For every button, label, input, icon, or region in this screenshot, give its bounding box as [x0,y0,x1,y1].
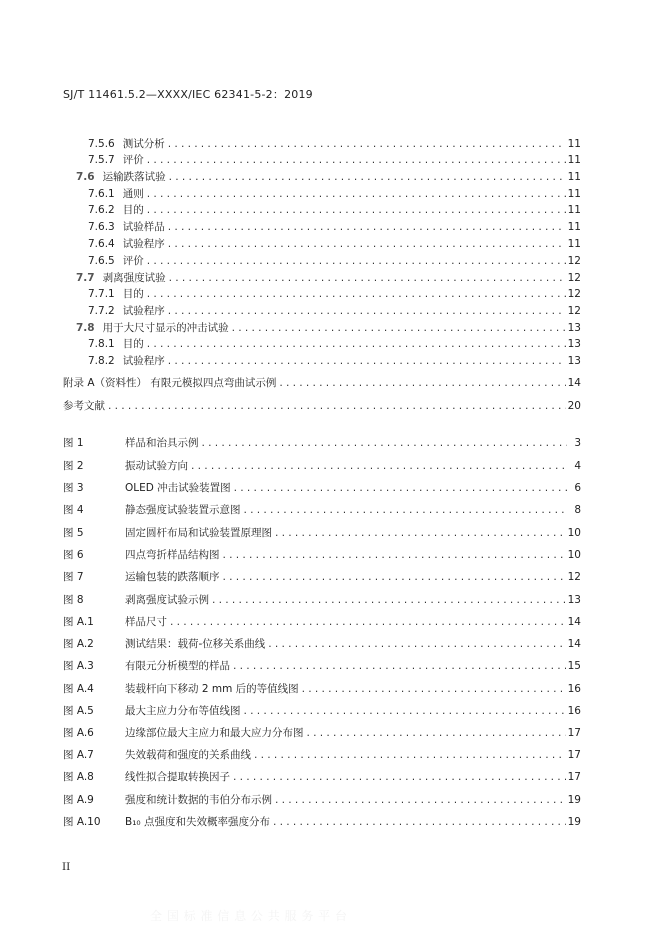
figure-number: 图 A.1 [63,616,94,628]
toc-leader-dots [167,355,566,369]
watermark-text: 全 国 标 准 信 息 公 共 服 务 平 台 [150,909,348,923]
toc-entry-title: 评价 [122,255,144,267]
figure-title: 装载杆向下移动 2 mm 后的等值线图 [125,683,299,695]
toc-entry-title: 剥离强度试验 [102,272,166,284]
figure-entry[interactable] [63,503,581,518]
toc-entry-number: 7.7.1 [88,288,115,300]
toc-entry[interactable] [88,153,581,168]
toc-entry[interactable] [88,254,581,269]
figure-number: 图 A.9 [63,794,94,806]
toc-entry-number: 7.6.5 [88,255,115,267]
figure-page: 16 [567,683,581,695]
toc-leader-dots [167,305,566,319]
figure-page: 3 [574,437,581,449]
toc-leader-dots [190,460,567,474]
toc-entry-page: 11 [567,238,581,250]
toc-leader-dots [146,204,566,218]
toc-entry-title: 评价 [122,154,144,166]
toc-leader-dots [146,255,566,269]
toc-leader-dots [146,154,566,168]
toc-entry-title: 附录 A（资料性） 有限元模拟四点弯曲试示例 [63,377,277,389]
toc-leader-dots [306,727,566,741]
figure-number: 图 A.7 [63,749,94,761]
figure-number: 图 6 [63,549,84,561]
figure-number: 图 A.2 [63,638,94,650]
figure-page: 10 [567,527,581,539]
toc-leader-dots [274,527,566,541]
toc-leader-dots [267,638,565,652]
toc-leader-dots [274,794,566,808]
toc-entry-page: 12 [567,272,581,284]
toc-entry-title: 试验程序 [122,238,165,250]
figure-number: 图 4 [63,504,84,516]
toc-entry[interactable] [76,321,581,336]
figure-number: 图 A.5 [63,705,94,717]
figure-page: 15 [567,660,581,672]
figure-entry[interactable] [63,770,581,785]
toc-entry-title: 目的 [122,204,144,216]
toc-entry-page: 13 [567,355,581,367]
toc-entry-title: 试验程序 [122,355,165,367]
figure-title: 边缘部位最大主应力和最大应力分布图 [125,727,304,739]
figure-entry[interactable] [63,704,581,719]
toc-entry[interactable] [88,337,581,352]
figure-page: 16 [567,705,581,717]
figure-number: 图 A.3 [63,660,94,672]
figure-entry[interactable] [63,793,581,808]
figure-title: 静态强度试验装置示意图 [125,504,241,516]
toc-entry[interactable] [88,237,581,252]
figure-title: 样品尺寸 [125,616,167,628]
standard-code-header: SJ/T 11461.5.2—XXXX/IEC 62341-5-2：2019 [63,88,313,101]
toc-entry-page: 11 [567,138,581,150]
figure-page: 19 [567,816,581,828]
toc-entry-number: 7.8.1 [88,338,115,350]
toc-entry-title: 参考文献 [63,400,105,412]
toc-entry[interactable] [88,187,581,202]
toc-entry-number: 7.6.1 [88,188,115,200]
toc-entry-page: 12 [567,305,581,317]
toc-entry-number: 7.8 [76,322,95,334]
toc-entry-page: 11 [567,171,581,183]
toc-entry-page: 12 [567,288,581,300]
figure-title: 测试结果：载荷-位移关系曲线 [125,638,266,650]
toc-leader-dots [301,683,566,697]
figure-title: 线性拟合提取转换因子 [125,771,230,783]
toc-leader-dots [243,705,566,719]
toc-leader-dots [222,549,566,563]
toc-entry-page: 11 [567,188,581,200]
toc-leader-dots [168,171,566,185]
toc-leader-dots [253,749,566,763]
toc-leader-dots [201,437,568,451]
toc-leader-dots [167,221,566,235]
toc-entry-page: 11 [567,221,581,233]
figure-entry[interactable] [63,815,581,830]
toc-entry-page: 20 [567,400,581,412]
figure-page: 14 [567,616,581,628]
figure-entry[interactable] [63,726,581,741]
figure-entry[interactable] [63,570,581,585]
toc-leader-dots [146,288,566,302]
toc-entry[interactable] [76,170,581,185]
figure-entry[interactable] [63,637,581,652]
figure-page: 13 [567,594,581,606]
toc-leader-dots [168,272,566,286]
toc-leader-dots [243,504,568,518]
figure-number: 图 3 [63,482,84,494]
toc-entry[interactable] [88,287,581,302]
toc-entry-page: 13 [567,338,581,350]
toc-leader-dots [278,377,565,391]
toc-leader-dots [146,188,566,202]
figure-title: 四点弯折样品结构图 [125,549,220,561]
toc-entry-page: 14 [567,377,581,389]
figure-page: 19 [567,794,581,806]
toc-leader-dots [167,238,566,252]
toc-entry-title: 通则 [122,188,144,200]
figure-page: 8 [574,504,581,516]
toc-entry[interactable] [88,220,581,235]
toc-entry-title: 目的 [122,338,144,350]
toc-leader-dots [222,571,566,585]
figure-number: 图 8 [63,594,84,606]
figure-page: 17 [567,727,581,739]
figure-page: 10 [567,549,581,561]
figure-entry[interactable] [63,659,581,674]
toc-entry-title: 试验程序 [122,305,165,317]
figure-entry[interactable] [63,526,581,541]
toc-entry-number: 7.7 [76,272,95,284]
toc-leader-dots [169,616,566,630]
figure-page: 17 [567,771,581,783]
figure-number: 图 7 [63,571,84,583]
toc-entry[interactable] [88,137,581,152]
toc-entry-number: 7.5.7 [88,154,115,166]
figure-number: 图 A.10 [63,816,101,828]
figure-number: 图 A.8 [63,771,94,783]
figure-title: 失效载荷和强度的关系曲线 [125,749,251,761]
figure-title: B₁₀ 点强度和失效概率强度分布 [125,816,270,828]
toc-entry-page: 11 [567,204,581,216]
page-number-footer: II [62,861,71,873]
toc-leader-dots [107,400,566,414]
toc-leader-dots [146,338,566,352]
figure-page: 14 [567,638,581,650]
figure-title: 最大主应力分布等值线图 [125,705,241,717]
toc-entry-number: 7.5.6 [88,138,115,150]
figure-title: 强度和统计数据的韦伯分布示例 [125,794,272,806]
figure-entry[interactable] [63,748,581,763]
toc-entry-number: 7.7.2 [88,305,115,317]
figure-entry[interactable] [63,436,581,451]
toc-entry-title: 测试分析 [122,138,165,150]
toc-entry-number: 7.6.4 [88,238,115,250]
toc-leader-dots [272,816,566,830]
figure-entry[interactable] [63,682,581,697]
figure-title: 运输包装的跌落顺序 [125,571,220,583]
toc-entry-page: 12 [567,255,581,267]
toc-leader-dots [233,482,567,496]
toc-entry-number: 7.6.3 [88,221,115,233]
figure-title: 振动试验方向 [125,460,188,472]
toc-entry-references[interactable] [63,399,581,414]
figure-entry[interactable] [63,548,581,563]
toc-entry-annex[interactable] [63,376,581,391]
figure-title: 剥离强度试验示例 [125,594,209,606]
figure-entry[interactable] [63,615,581,630]
toc-leader-dots [167,138,566,152]
figure-page: 4 [574,460,581,472]
figure-title: 有限元分析模型的样品 [125,660,230,672]
toc-leader-dots [232,660,566,674]
toc-entry-number: 7.6 [76,171,95,183]
toc-leader-dots [211,594,566,608]
figure-entry[interactable] [63,481,581,496]
figure-page: 12 [567,571,581,583]
figure-number: 图 2 [63,460,84,472]
toc-leader-dots [232,771,566,785]
toc-entry-number: 7.6.2 [88,204,115,216]
toc-entry[interactable] [88,304,581,319]
toc-entry-title: 运输跌落试验 [102,171,166,183]
toc-entry-number: 7.8.2 [88,355,115,367]
toc-entry-title: 目的 [122,288,144,300]
toc-entry-page: 11 [567,154,581,166]
toc-entry[interactable] [76,271,581,286]
figure-title: 固定圆杆布局和试验装置原理图 [125,527,272,539]
figure-entry[interactable] [63,593,581,608]
toc-entry-title: 用于大尺寸显示的冲击试验 [102,322,229,334]
figure-number: 图 5 [63,527,84,539]
figure-entry[interactable] [63,459,581,474]
toc-entry-page: 13 [567,322,581,334]
figure-title: 样品和治具示例 [125,437,199,449]
figure-number: 图 A.4 [63,683,94,695]
toc-entry-title: 试验样品 [122,221,165,233]
toc-entry[interactable] [88,203,581,218]
toc-leader-dots [231,322,566,336]
toc-entry[interactable] [88,354,581,369]
figure-number: 图 1 [63,437,84,449]
figure-number: 图 A.6 [63,727,94,739]
figure-title: OLED 冲击试验装置图 [125,482,231,494]
figure-page: 17 [567,749,581,761]
figure-page: 6 [574,482,581,494]
